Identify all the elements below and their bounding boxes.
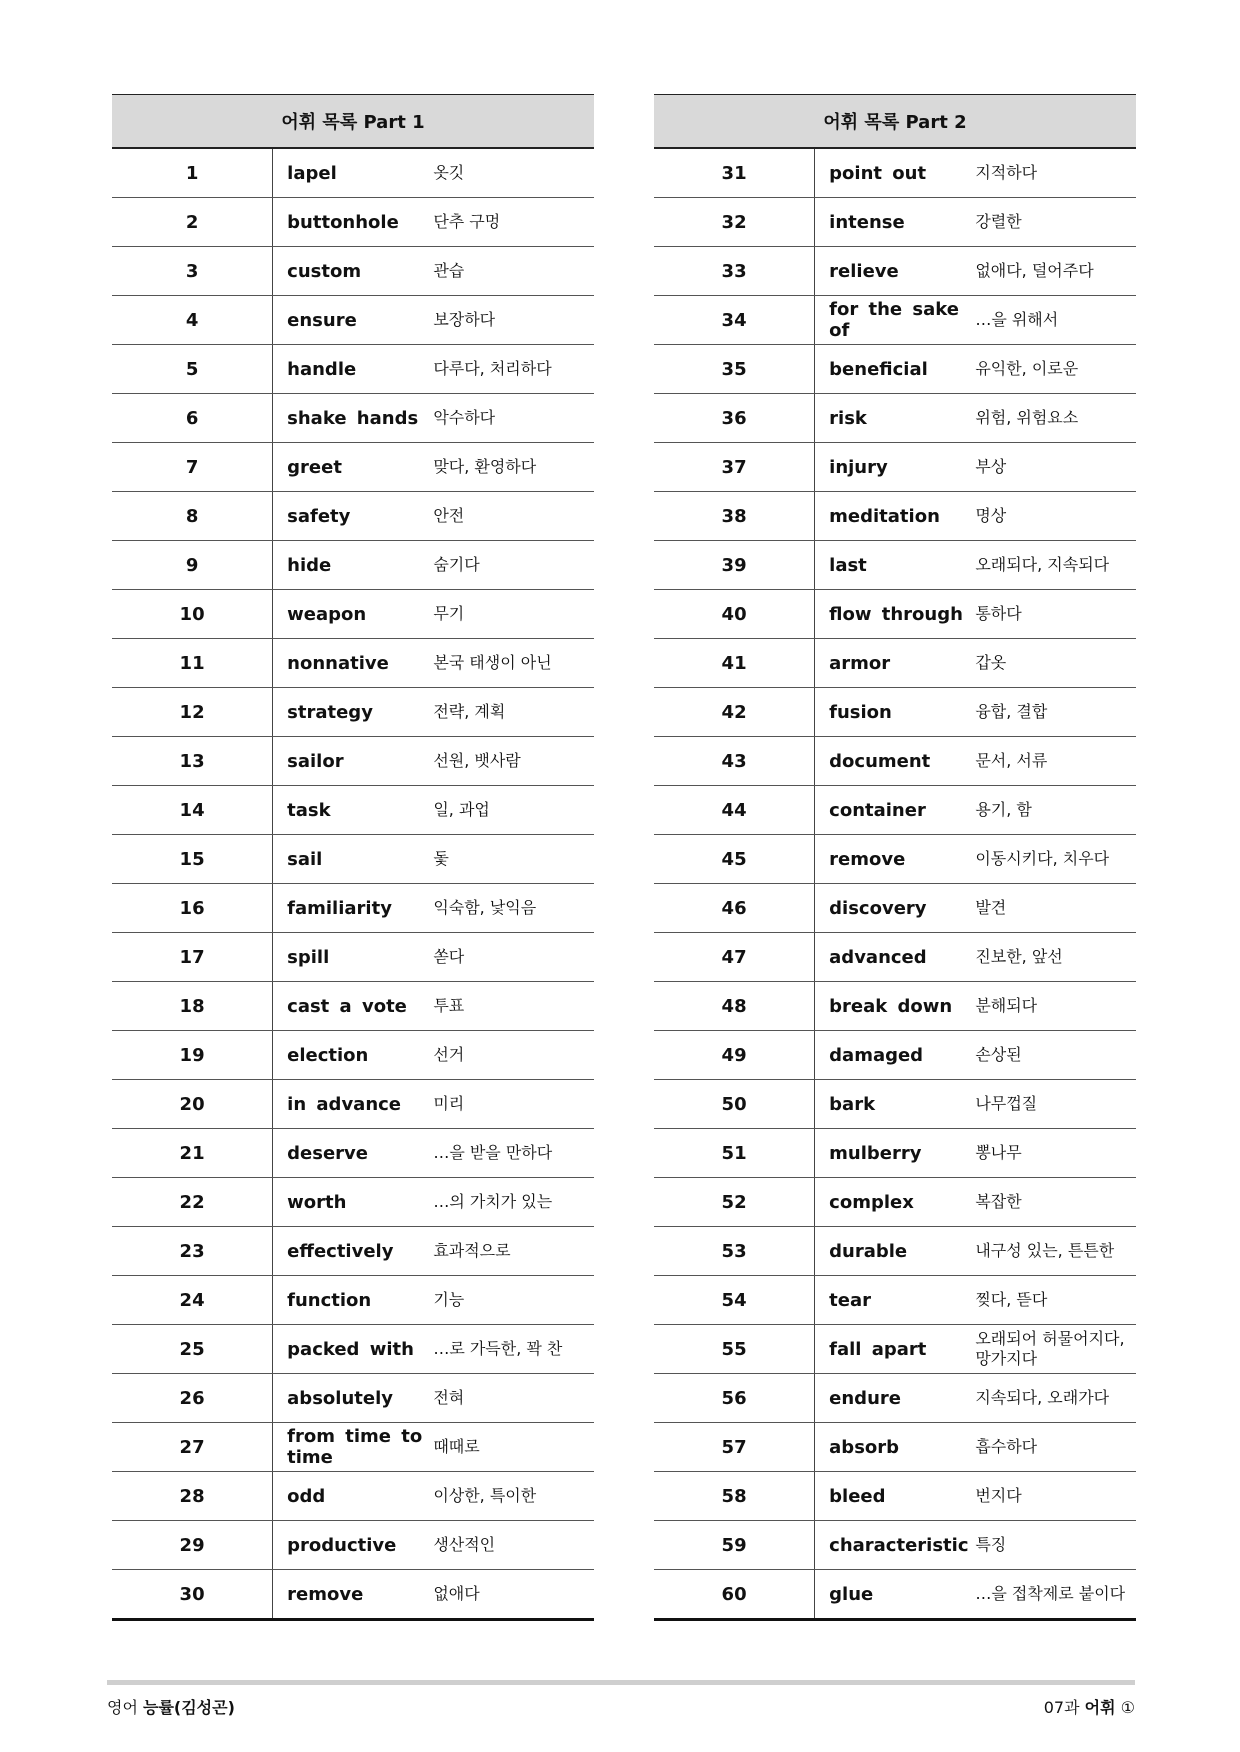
english-word: odd bbox=[273, 1472, 434, 1521]
korean-meaning: 안전 bbox=[433, 492, 594, 541]
korean-meaning: 찢다, 뜯다 bbox=[975, 1276, 1136, 1325]
korean-meaning: 다루다, 처리하다 bbox=[433, 345, 594, 394]
english-word: safety bbox=[273, 492, 434, 541]
korean-meaning: 강렬한 bbox=[975, 198, 1136, 247]
vocab-row bbox=[112, 296, 594, 345]
footer-lesson-number: 07과 bbox=[1043, 1698, 1085, 1717]
vocab-row bbox=[654, 296, 1136, 345]
vocab-row bbox=[112, 1521, 594, 1570]
english-word: flow through bbox=[815, 590, 976, 639]
vocab-row bbox=[112, 198, 594, 247]
english-word: from time to time bbox=[273, 1423, 434, 1472]
vocab-row bbox=[112, 786, 594, 835]
english-word: injury bbox=[815, 443, 976, 492]
entry-number: 53 bbox=[654, 1227, 815, 1276]
entry-number: 36 bbox=[654, 394, 815, 443]
korean-meaning: 명상 bbox=[975, 492, 1136, 541]
english-word: in advance bbox=[273, 1080, 434, 1129]
entry-number: 1 bbox=[112, 148, 273, 198]
english-word: buttonhole bbox=[273, 198, 434, 247]
english-word: endure bbox=[815, 1374, 976, 1423]
korean-meaning: …을 접착제로 붙이다 bbox=[975, 1570, 1136, 1620]
english-word: beneficial bbox=[815, 345, 976, 394]
korean-meaning: 발견 bbox=[975, 884, 1136, 933]
korean-meaning: 관습 bbox=[433, 247, 594, 296]
vocab-row bbox=[112, 148, 594, 198]
footer-divider bbox=[107, 1680, 1135, 1685]
entry-number: 3 bbox=[112, 247, 273, 296]
entry-number: 9 bbox=[112, 541, 273, 590]
korean-meaning: 악수하다 bbox=[433, 394, 594, 443]
english-word: handle bbox=[273, 345, 434, 394]
vocab-row bbox=[654, 1570, 1136, 1620]
english-word: absolutely bbox=[273, 1374, 434, 1423]
vocab-row bbox=[654, 884, 1136, 933]
english-word: absorb bbox=[815, 1423, 976, 1472]
korean-meaning: 효과적으로 bbox=[433, 1227, 594, 1276]
english-word: break down bbox=[815, 982, 976, 1031]
entry-number: 6 bbox=[112, 394, 273, 443]
korean-meaning: 갑옷 bbox=[975, 639, 1136, 688]
english-word: point out bbox=[815, 148, 976, 198]
vocab-row bbox=[112, 492, 594, 541]
footer-lesson-title: 어휘 bbox=[1084, 1698, 1116, 1717]
entry-number: 45 bbox=[654, 835, 815, 884]
vocab-row bbox=[654, 688, 1136, 737]
english-word: for the sake of bbox=[815, 296, 976, 345]
entry-number: 8 bbox=[112, 492, 273, 541]
entry-number: 15 bbox=[112, 835, 273, 884]
entry-number: 44 bbox=[654, 786, 815, 835]
vocab-row bbox=[112, 1276, 594, 1325]
vocab-table-part-2 bbox=[654, 94, 1136, 1621]
entry-number: 4 bbox=[112, 296, 273, 345]
vocab-row bbox=[112, 639, 594, 688]
entry-number: 57 bbox=[654, 1423, 815, 1472]
korean-meaning: 복잡한 bbox=[975, 1178, 1136, 1227]
korean-meaning: …로 가득한, 꽉 찬 bbox=[433, 1325, 594, 1374]
vocab-row bbox=[654, 198, 1136, 247]
english-word: shake hands bbox=[273, 394, 434, 443]
english-word: risk bbox=[815, 394, 976, 443]
korean-meaning: 일, 과업 bbox=[433, 786, 594, 835]
english-word: relieve bbox=[815, 247, 976, 296]
korean-meaning: 특징 bbox=[975, 1521, 1136, 1570]
entry-number: 28 bbox=[112, 1472, 273, 1521]
english-word: mulberry bbox=[815, 1129, 976, 1178]
vocab-row bbox=[112, 1472, 594, 1521]
korean-meaning: 내구성 있는, 튼튼한 bbox=[975, 1227, 1136, 1276]
english-word: tear bbox=[815, 1276, 976, 1325]
korean-meaning: 본국 태생이 아닌 bbox=[433, 639, 594, 688]
entry-number: 42 bbox=[654, 688, 815, 737]
entry-number: 46 bbox=[654, 884, 815, 933]
korean-meaning: 때때로 bbox=[433, 1423, 594, 1472]
vocab-row bbox=[654, 1276, 1136, 1325]
english-word: container bbox=[815, 786, 976, 835]
vocab-row bbox=[654, 541, 1136, 590]
korean-meaning: 단추 구멍 bbox=[433, 198, 594, 247]
english-word: lapel bbox=[273, 148, 434, 198]
vocab-row bbox=[112, 247, 594, 296]
entry-number: 17 bbox=[112, 933, 273, 982]
vocab-table-part-1 bbox=[112, 94, 594, 1621]
korean-meaning: 익숙함, 낯익음 bbox=[433, 884, 594, 933]
korean-meaning: 손상된 bbox=[975, 1031, 1136, 1080]
korean-meaning: 없애다 bbox=[433, 1570, 594, 1620]
vocab-row bbox=[112, 1374, 594, 1423]
korean-meaning: 선거 bbox=[433, 1031, 594, 1080]
vocab-row bbox=[112, 1178, 594, 1227]
vocab-row bbox=[654, 1374, 1136, 1423]
korean-meaning: 선원, 뱃사람 bbox=[433, 737, 594, 786]
vocab-row bbox=[112, 737, 594, 786]
entry-number: 20 bbox=[112, 1080, 273, 1129]
korean-meaning: …을 받을 만하다 bbox=[433, 1129, 594, 1178]
english-word: hide bbox=[273, 541, 434, 590]
korean-meaning: 지속되다, 오래가다 bbox=[975, 1374, 1136, 1423]
korean-meaning: 기능 bbox=[433, 1276, 594, 1325]
vocab-row bbox=[112, 1570, 594, 1620]
korean-meaning: 보장하다 bbox=[433, 296, 594, 345]
english-word: function bbox=[273, 1276, 434, 1325]
english-word: weapon bbox=[273, 590, 434, 639]
english-word: election bbox=[273, 1031, 434, 1080]
vocab-row bbox=[654, 1080, 1136, 1129]
vocab-row bbox=[654, 443, 1136, 492]
entry-number: 56 bbox=[654, 1374, 815, 1423]
korean-meaning: 전략, 계획 bbox=[433, 688, 594, 737]
korean-meaning: 이동시키다, 치우다 bbox=[975, 835, 1136, 884]
english-word: worth bbox=[273, 1178, 434, 1227]
english-word: advanced bbox=[815, 933, 976, 982]
entry-number: 40 bbox=[654, 590, 815, 639]
entry-number: 35 bbox=[654, 345, 815, 394]
entry-number: 48 bbox=[654, 982, 815, 1031]
entry-number: 26 bbox=[112, 1374, 273, 1423]
english-word: meditation bbox=[815, 492, 976, 541]
korean-meaning: 번지다 bbox=[975, 1472, 1136, 1521]
english-word: deserve bbox=[273, 1129, 434, 1178]
korean-meaning: 쏟다 bbox=[433, 933, 594, 982]
vocab-row bbox=[654, 148, 1136, 198]
korean-meaning: 분해되다 bbox=[975, 982, 1136, 1031]
english-word: characteristic bbox=[815, 1521, 976, 1570]
vocab-row bbox=[112, 345, 594, 394]
korean-meaning: 없애다, 덜어주다 bbox=[975, 247, 1136, 296]
vocab-row bbox=[112, 1227, 594, 1276]
vocab-row bbox=[112, 933, 594, 982]
entry-number: 33 bbox=[654, 247, 815, 296]
entry-number: 31 bbox=[654, 148, 815, 198]
english-word: custom bbox=[273, 247, 434, 296]
korean-meaning: 진보한, 앞선 bbox=[975, 933, 1136, 982]
entry-number: 60 bbox=[654, 1570, 815, 1620]
korean-meaning: 지적하다 bbox=[975, 148, 1136, 198]
english-word: nonnative bbox=[273, 639, 434, 688]
korean-meaning: 흡수하다 bbox=[975, 1423, 1136, 1472]
entry-number: 34 bbox=[654, 296, 815, 345]
english-word: document bbox=[815, 737, 976, 786]
english-word: task bbox=[273, 786, 434, 835]
english-word: effectively bbox=[273, 1227, 434, 1276]
korean-meaning: 위험, 위험요소 bbox=[975, 394, 1136, 443]
vocab-row bbox=[112, 1325, 594, 1374]
entry-number: 54 bbox=[654, 1276, 815, 1325]
english-word: packed with bbox=[273, 1325, 434, 1374]
vocab-row bbox=[112, 982, 594, 1031]
korean-meaning: 미리 bbox=[433, 1080, 594, 1129]
vocab-row bbox=[654, 247, 1136, 296]
vocab-row bbox=[654, 1521, 1136, 1570]
korean-meaning: 나무껍질 bbox=[975, 1080, 1136, 1129]
entry-number: 18 bbox=[112, 982, 273, 1031]
entry-number: 21 bbox=[112, 1129, 273, 1178]
vocab-row bbox=[112, 443, 594, 492]
vocab-row bbox=[112, 1129, 594, 1178]
vocab-row bbox=[654, 1227, 1136, 1276]
vocab-row bbox=[654, 933, 1136, 982]
vocab-row bbox=[112, 541, 594, 590]
entry-number: 30 bbox=[112, 1570, 273, 1620]
korean-meaning: 융합, 결합 bbox=[975, 688, 1136, 737]
entry-number: 14 bbox=[112, 786, 273, 835]
korean-meaning: 오래되다, 지속되다 bbox=[975, 541, 1136, 590]
vocab-row bbox=[654, 1423, 1136, 1472]
entry-number: 5 bbox=[112, 345, 273, 394]
korean-meaning: 통하다 bbox=[975, 590, 1136, 639]
entry-number: 49 bbox=[654, 1031, 815, 1080]
korean-meaning: 생산적인 bbox=[433, 1521, 594, 1570]
korean-meaning: 뽕나무 bbox=[975, 1129, 1136, 1178]
english-word: complex bbox=[815, 1178, 976, 1227]
entry-number: 13 bbox=[112, 737, 273, 786]
english-word: last bbox=[815, 541, 976, 590]
vocab-row bbox=[654, 492, 1136, 541]
english-word: damaged bbox=[815, 1031, 976, 1080]
english-word: spill bbox=[273, 933, 434, 982]
footer-page-marker: ① bbox=[1115, 1698, 1135, 1717]
vocab-row bbox=[654, 1178, 1136, 1227]
english-word: familiarity bbox=[273, 884, 434, 933]
entry-number: 29 bbox=[112, 1521, 273, 1570]
entry-number: 22 bbox=[112, 1178, 273, 1227]
entry-number: 38 bbox=[654, 492, 815, 541]
korean-meaning: 용기, 함 bbox=[975, 786, 1136, 835]
vocab-row bbox=[654, 786, 1136, 835]
vocab-row bbox=[654, 835, 1136, 884]
korean-meaning: 이상한, 특이한 bbox=[433, 1472, 594, 1521]
korean-meaning: 맞다, 환영하다 bbox=[433, 443, 594, 492]
english-word: fusion bbox=[815, 688, 976, 737]
footer-source-prefix: 영어 bbox=[107, 1698, 143, 1717]
table-header: 어휘 목록 Part 1 bbox=[112, 95, 594, 149]
korean-meaning: 숨기다 bbox=[433, 541, 594, 590]
korean-meaning: 유익한, 이로운 bbox=[975, 345, 1136, 394]
english-word: durable bbox=[815, 1227, 976, 1276]
korean-meaning: 문서, 서류 bbox=[975, 737, 1136, 786]
footer-source-name: 능률(김성곤) bbox=[143, 1698, 235, 1717]
entry-number: 16 bbox=[112, 884, 273, 933]
vocab-row bbox=[112, 835, 594, 884]
entry-number: 59 bbox=[654, 1521, 815, 1570]
entry-number: 25 bbox=[112, 1325, 273, 1374]
korean-meaning: 돛 bbox=[433, 835, 594, 884]
entry-number: 32 bbox=[654, 198, 815, 247]
korean-meaning: …의 가치가 있는 bbox=[433, 1178, 594, 1227]
entry-number: 7 bbox=[112, 443, 273, 492]
english-word: productive bbox=[273, 1521, 434, 1570]
english-word: sail bbox=[273, 835, 434, 884]
vocab-row bbox=[112, 1080, 594, 1129]
entry-number: 39 bbox=[654, 541, 815, 590]
entry-number: 51 bbox=[654, 1129, 815, 1178]
english-word: fall apart bbox=[815, 1325, 976, 1374]
korean-meaning: 전혀 bbox=[433, 1374, 594, 1423]
english-word: sailor bbox=[273, 737, 434, 786]
korean-meaning: 무기 bbox=[433, 590, 594, 639]
vocab-row bbox=[112, 394, 594, 443]
entry-number: 19 bbox=[112, 1031, 273, 1080]
english-word: intense bbox=[815, 198, 976, 247]
vocab-row bbox=[654, 1472, 1136, 1521]
footer-source bbox=[107, 1695, 235, 1718]
entry-number: 23 bbox=[112, 1227, 273, 1276]
entry-number: 12 bbox=[112, 688, 273, 737]
korean-meaning: …을 위해서 bbox=[975, 296, 1136, 345]
entry-number: 27 bbox=[112, 1423, 273, 1472]
english-word: glue bbox=[815, 1570, 976, 1620]
korean-meaning: 투표 bbox=[433, 982, 594, 1031]
vocab-row bbox=[112, 1423, 594, 1472]
vocab-row bbox=[112, 1031, 594, 1080]
entry-number: 50 bbox=[654, 1080, 815, 1129]
vocab-row bbox=[654, 1325, 1136, 1374]
english-word: greet bbox=[273, 443, 434, 492]
english-word: ensure bbox=[273, 296, 434, 345]
entry-number: 43 bbox=[654, 737, 815, 786]
entry-number: 41 bbox=[654, 639, 815, 688]
vocab-row bbox=[654, 590, 1136, 639]
korean-meaning: 옷깃 bbox=[433, 148, 594, 198]
entry-number: 55 bbox=[654, 1325, 815, 1374]
vocab-row bbox=[654, 982, 1136, 1031]
entry-number: 47 bbox=[654, 933, 815, 982]
english-word: strategy bbox=[273, 688, 434, 737]
entry-number: 10 bbox=[112, 590, 273, 639]
vocab-row bbox=[112, 884, 594, 933]
english-word: bleed bbox=[815, 1472, 976, 1521]
korean-meaning: 오래되어 허물어지다, 망가지다 bbox=[975, 1325, 1136, 1374]
entry-number: 37 bbox=[654, 443, 815, 492]
entry-number: 52 bbox=[654, 1178, 815, 1227]
vocab-row bbox=[654, 1129, 1136, 1178]
vocab-row bbox=[112, 688, 594, 737]
vocab-row bbox=[654, 1031, 1136, 1080]
vocab-row bbox=[654, 345, 1136, 394]
table-header: 어휘 목록 Part 2 bbox=[654, 95, 1136, 149]
entry-number: 24 bbox=[112, 1276, 273, 1325]
vocab-row bbox=[112, 590, 594, 639]
entry-number: 11 bbox=[112, 639, 273, 688]
vocab-row bbox=[654, 737, 1136, 786]
english-word: bark bbox=[815, 1080, 976, 1129]
english-word: cast a vote bbox=[273, 982, 434, 1031]
vocab-row bbox=[654, 639, 1136, 688]
english-word: discovery bbox=[815, 884, 976, 933]
english-word: armor bbox=[815, 639, 976, 688]
korean-meaning: 부상 bbox=[975, 443, 1136, 492]
english-word: remove bbox=[815, 835, 976, 884]
entry-number: 2 bbox=[112, 198, 273, 247]
english-word: remove bbox=[273, 1570, 434, 1620]
entry-number: 58 bbox=[654, 1472, 815, 1521]
footer-lesson bbox=[1044, 1695, 1135, 1718]
vocab-row bbox=[654, 394, 1136, 443]
